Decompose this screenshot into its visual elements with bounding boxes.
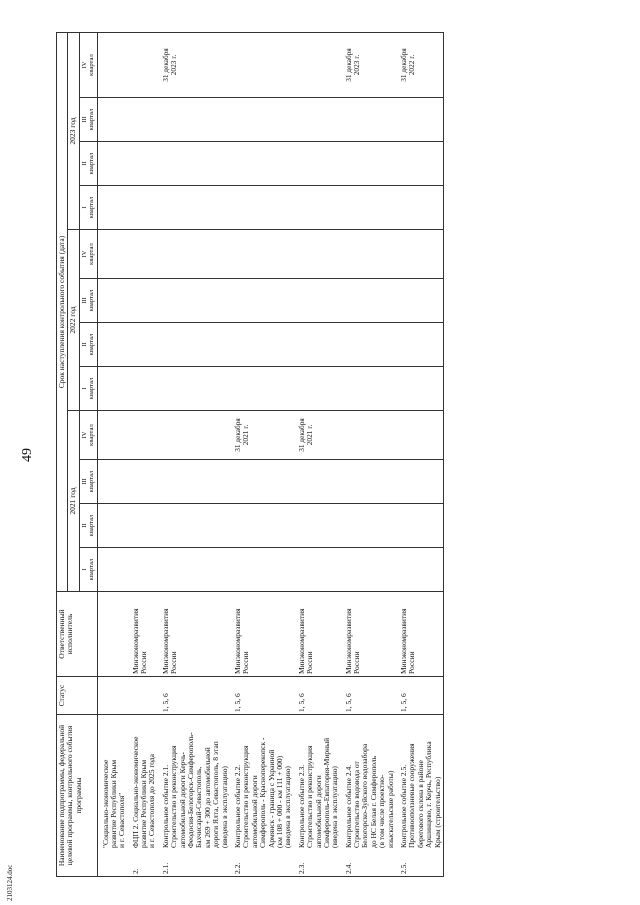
quarter-cell — [158, 411, 230, 460]
row-name: Контрольное событие 2.1. Строительство и реконструкция автомобильной дороги Керчь- Феодосия-Белогорск-Симферополь- Бахчисарай-Севастополь, км 269 + 300 до автомобильной дороги Ялта, Севастополь, 8 этап (введена в эксплуатацию) — [160, 732, 229, 848]
quarter-cell — [294, 33, 341, 98]
table-row — [396, 33, 443, 877]
quarter-cell — [396, 230, 443, 279]
table-row — [230, 33, 294, 877]
quarter-cell — [294, 142, 341, 186]
header-quarter — [79, 460, 97, 504]
quarter-cell — [128, 460, 158, 504]
quarter-cell — [294, 548, 341, 592]
header-quarter — [79, 504, 97, 548]
quarter-cell — [396, 323, 443, 367]
quarter-cell — [97, 367, 128, 411]
header-name: Наименование подпрограммы, федеральной целевой программы, контрольного события программы — [57, 715, 98, 877]
quarter-cell — [128, 230, 158, 279]
row-status — [97, 677, 128, 715]
quarter-cell — [294, 460, 341, 504]
quarter-numeral: II — [80, 161, 88, 166]
row-name-cell — [230, 715, 294, 877]
quarter-word: квартал — [88, 289, 96, 312]
quarter-cell — [230, 142, 294, 186]
quarter-cell — [97, 504, 128, 548]
quarter-numeral: I — [80, 387, 88, 390]
row-name: Контрольное событие 2.3. Строительство и реконструкция автомобильной дороги Симферополь-Евпатория-Мирный (введена в эксплуатацию) — [296, 737, 340, 848]
quarter-cell — [230, 460, 294, 504]
quarter-cell — [341, 548, 396, 592]
row-number: 2.1. — [160, 862, 170, 874]
quarter-cell — [230, 323, 294, 367]
quarter-cell — [128, 186, 158, 230]
footer-filename: 2103124.doc — [6, 864, 14, 901]
row-status: 1, 5, 6 — [396, 677, 443, 715]
quarter-cell — [230, 186, 294, 230]
quarter-cell — [294, 504, 341, 548]
quarter-cell — [128, 33, 158, 98]
quarter-cell — [230, 33, 294, 98]
header-quarter — [79, 279, 97, 323]
quarter-word: квартал — [88, 514, 96, 537]
quarter-numeral: III — [80, 116, 88, 123]
row-name-cell — [294, 715, 341, 877]
table-row — [158, 33, 230, 877]
row-number: 2. — [130, 868, 140, 874]
quarter-cell — [128, 411, 158, 460]
row-name: "Социально-экономическое развитие Республики Крым и г. Севастополя" — [100, 759, 127, 848]
quarter-cell — [396, 186, 443, 230]
quarter-cell — [294, 367, 341, 411]
quarter-cell — [128, 279, 158, 323]
quarter-cell — [341, 142, 396, 186]
quarter-word: квартал — [88, 243, 96, 265]
quarter-cell — [128, 548, 158, 592]
header-quarter — [79, 98, 97, 142]
row-name-cell — [128, 715, 158, 877]
quarter-word: квартал — [88, 470, 96, 493]
quarter-cell — [158, 323, 230, 367]
quarter-cell — [97, 186, 128, 230]
quarter-word: квартал — [88, 54, 96, 76]
quarter-cell — [158, 367, 230, 411]
quarter-cell — [158, 230, 230, 279]
quarter-cell — [396, 460, 443, 504]
quarter-numeral: III — [80, 297, 88, 304]
quarter-cell — [396, 504, 443, 548]
table-row — [341, 33, 396, 877]
row-number: 2.5. — [399, 862, 409, 874]
row-status — [128, 677, 158, 715]
quarter-cell — [128, 367, 158, 411]
header-quarter — [79, 323, 97, 367]
quarter-word: квартал — [88, 108, 96, 131]
quarter-cell — [294, 230, 341, 279]
quarter-numeral: IV — [80, 61, 88, 69]
header-deadline: Срок наступления контрольного события (дата) — [57, 33, 68, 592]
quarter-cell — [230, 411, 294, 460]
header-quarter — [79, 411, 97, 460]
row-responsible: Минэкономразвития России — [158, 592, 230, 677]
header-responsible: Ответственный исполнитель — [57, 592, 98, 677]
quarter-cell — [97, 142, 128, 186]
quarter-cell — [128, 504, 158, 548]
header-quarter — [79, 230, 97, 279]
quarter-numeral: I — [80, 568, 88, 571]
quarter-word: квартал — [88, 424, 96, 446]
quarter-cell — [97, 98, 128, 142]
header-status: Статус — [57, 677, 98, 715]
quarter-cell — [230, 504, 294, 548]
row-name-cell — [158, 715, 230, 877]
header-quarter — [79, 186, 97, 230]
quarter-cell — [396, 548, 443, 592]
quarter-cell — [230, 548, 294, 592]
quarter-cell — [158, 186, 230, 230]
quarter-numeral: II — [80, 342, 88, 347]
quarter-word: квартал — [88, 152, 96, 175]
quarter-cell — [294, 279, 341, 323]
row-responsible: Минэкономразвития России — [128, 592, 158, 677]
row-status: 1, 5, 6 — [230, 677, 294, 715]
quarter-cell — [230, 367, 294, 411]
header-quarter — [79, 548, 97, 592]
deadline-date-2021: 31 декабря 2021 г. — [233, 418, 251, 452]
quarter-cell — [128, 98, 158, 142]
quarter-cell — [294, 186, 341, 230]
header-quarter — [79, 367, 97, 411]
table-row — [294, 33, 341, 877]
quarter-cell — [396, 367, 443, 411]
quarter-cell — [396, 279, 443, 323]
quarter-cell — [341, 504, 396, 548]
control-events-table — [56, 32, 444, 877]
quarter-word: квартал — [88, 558, 96, 581]
row-name: Контрольное событие 2.4. Строительство водовода от Белогорско-Зуйского водозабора до НС Белая г. Симферополь (в том числе проектно- изыскательские работы) — [343, 743, 395, 848]
quarter-word: квартал — [88, 196, 96, 219]
quarter-cell — [158, 279, 230, 323]
quarter-cell — [97, 33, 128, 98]
row-number: 2.3. — [296, 862, 306, 874]
row-name: Контрольное событие 2.5. Противооползневые сооружения берегового склона в районе Аршинцево, г. Керчь, Республика Крым (строительство) — [399, 741, 442, 848]
quarter-cell — [294, 411, 341, 460]
quarter-cell — [158, 504, 230, 548]
row-responsible: Минэкономразвития России — [230, 592, 294, 677]
row-responsible: Минэкономразвития России — [396, 592, 443, 677]
quarter-cell — [341, 367, 396, 411]
row-name: ФЦП 2. Социально-экономическое развитие Республики Крым и г. Севастополя до 2025 года — [130, 736, 157, 848]
quarter-cell — [341, 33, 396, 98]
quarter-cell — [396, 98, 443, 142]
header-quarter — [79, 142, 97, 186]
quarter-cell — [97, 460, 128, 504]
quarter-cell — [341, 98, 396, 142]
quarter-cell — [341, 230, 396, 279]
deadline-date-2023: 31 декабря 2023 г. — [160, 48, 179, 82]
page-number: 49 — [20, 448, 35, 462]
quarter-numeral: III — [80, 478, 88, 485]
quarter-cell — [97, 279, 128, 323]
row-number: 2.2. — [233, 862, 242, 874]
deadline-date-2023: 31 декабря 2023 г. — [343, 48, 361, 82]
quarter-cell — [230, 230, 294, 279]
table-row — [97, 33, 128, 877]
quarter-cell — [158, 33, 230, 98]
deadline-date-2021: 31 декабря 2021 г. — [296, 418, 314, 452]
row-name: Контрольное событие 2.2. Строительство и реконструкция автомобильной дороги Симферополь - Красноперекопск - Армянск - граница с Украиной (км 108 + 000 - км 111 + 000) (введена в эксплуатацию) — [233, 737, 293, 848]
quarter-cell — [158, 98, 230, 142]
quarter-cell — [396, 411, 443, 460]
quarter-cell — [294, 98, 341, 142]
quarter-cell — [97, 230, 128, 279]
quarter-cell — [128, 142, 158, 186]
quarter-cell — [128, 323, 158, 367]
quarter-cell — [294, 323, 341, 367]
quarter-cell — [230, 98, 294, 142]
quarter-numeral: II — [80, 523, 88, 528]
row-number: 2.4. — [343, 862, 353, 874]
quarter-word: квартал — [88, 377, 96, 400]
quarter-cell — [158, 548, 230, 592]
table-header — [57, 33, 98, 877]
quarter-cell — [97, 411, 128, 460]
row-status: 1, 5, 6 — [158, 677, 230, 715]
quarter-cell — [396, 33, 443, 98]
quarter-cell — [341, 186, 396, 230]
quarter-cell — [341, 279, 396, 323]
row-responsible: Минэкономразвития России — [294, 592, 341, 677]
header-year-2022: 2022 год — [68, 230, 79, 411]
quarter-cell — [341, 460, 396, 504]
row-status: 1, 5, 6 — [341, 677, 396, 715]
quarter-cell — [341, 323, 396, 367]
header-year-2023: 2023 год — [68, 33, 79, 230]
quarter-cell — [230, 279, 294, 323]
quarter-cell — [97, 548, 128, 592]
row-name-cell — [396, 715, 443, 877]
row-name-cell — [341, 715, 396, 877]
quarter-numeral: I — [80, 206, 88, 209]
row-name-cell — [97, 715, 128, 877]
quarter-numeral: IV — [80, 250, 88, 258]
quarter-cell — [396, 142, 443, 186]
header-quarter — [79, 33, 97, 98]
row-responsible — [97, 592, 128, 677]
quarter-cell — [341, 411, 396, 460]
quarter-word: квартал — [88, 333, 96, 356]
table-row — [128, 33, 158, 877]
row-responsible: Минэкономразвития России — [341, 592, 396, 677]
quarter-cell — [97, 323, 128, 367]
quarter-cell — [158, 460, 230, 504]
quarter-numeral: IV — [80, 431, 88, 439]
table-body — [97, 33, 443, 877]
deadline-date-2023: 31 декабря 2022 г. — [399, 48, 417, 82]
header-year-2021: 2021 год — [68, 411, 79, 592]
quarter-cell — [158, 142, 230, 186]
row-status: 1, 5, 6 — [294, 677, 341, 715]
